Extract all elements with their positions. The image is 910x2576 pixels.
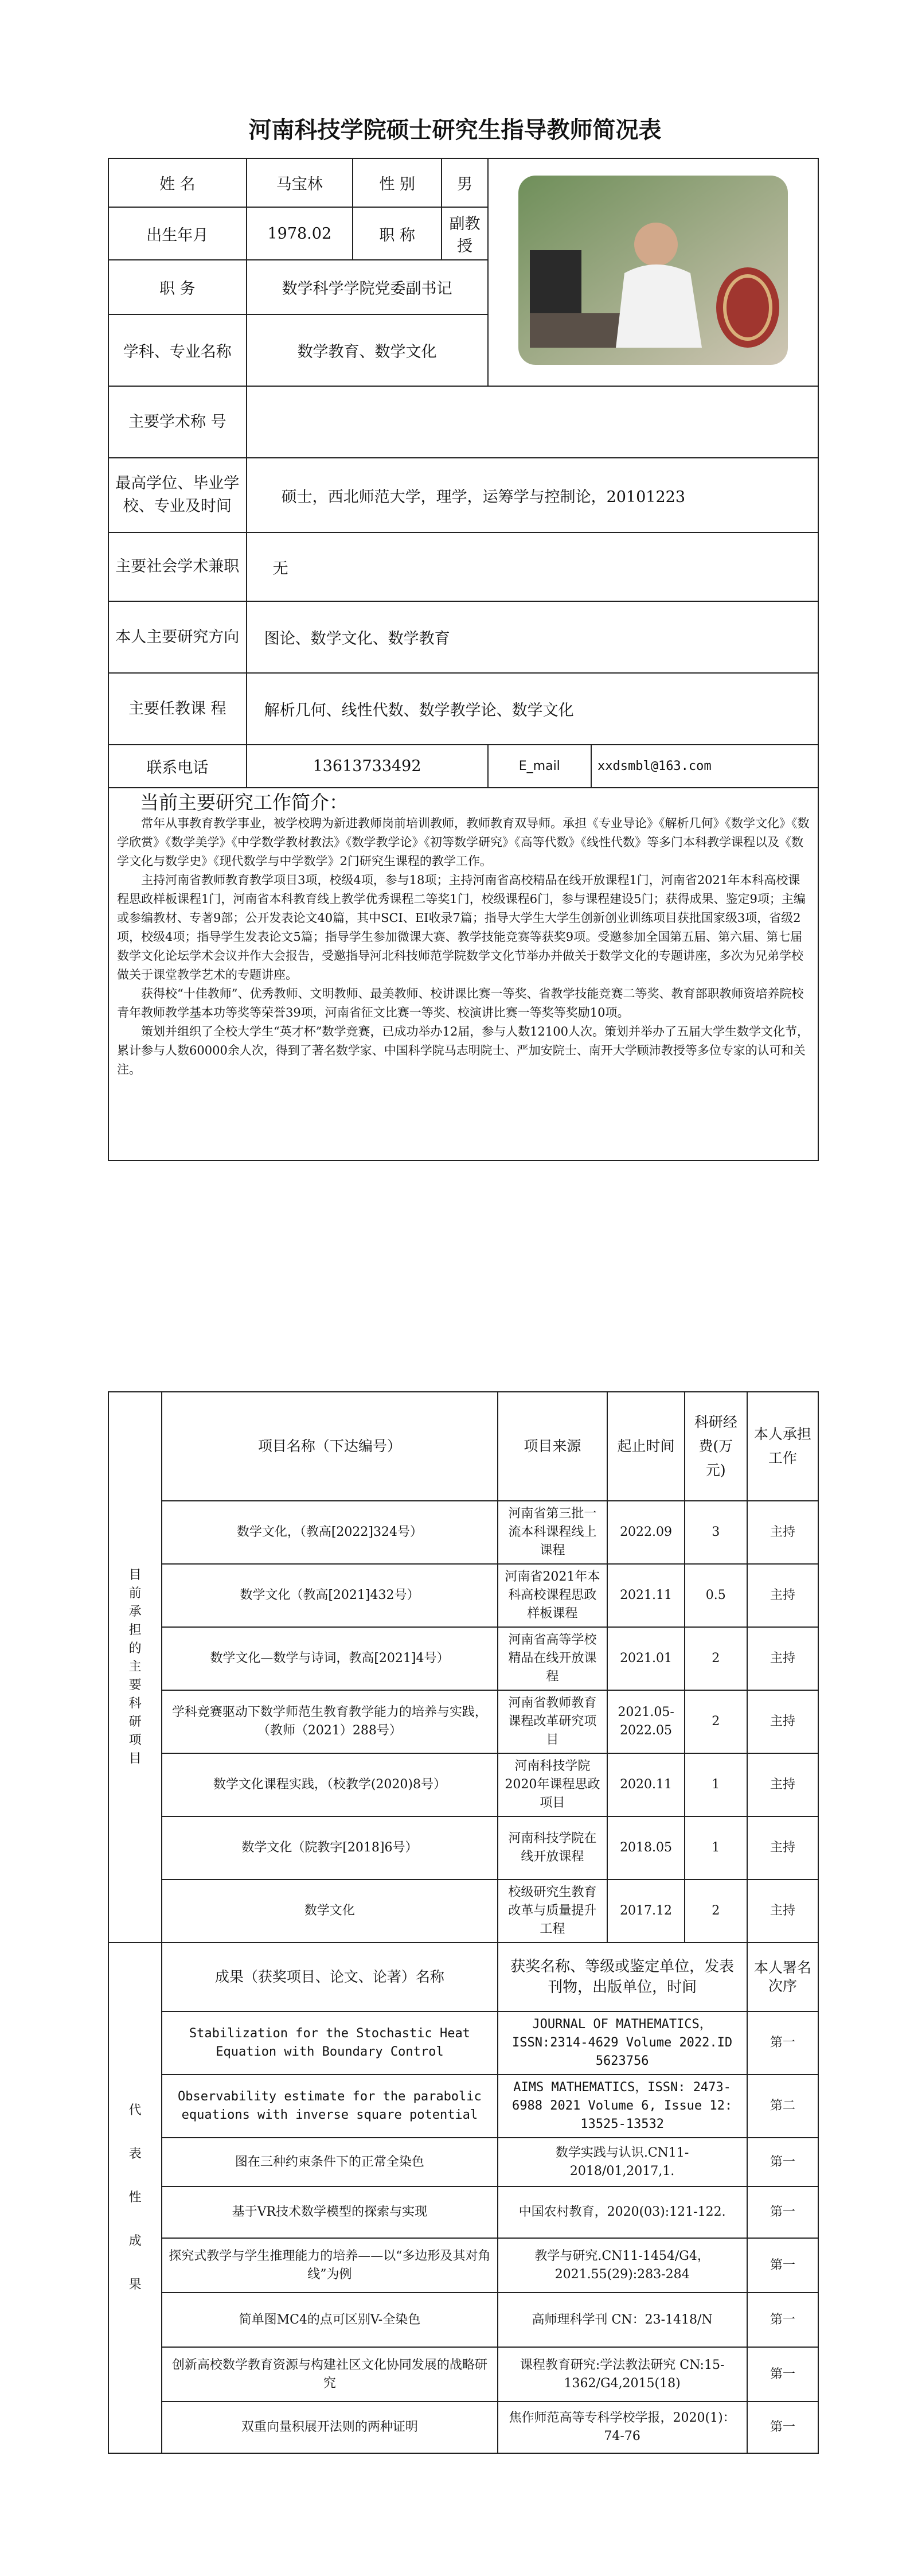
achievements-header-name: 成果（获奖项目、论文、论著）名称 — [162, 1943, 497, 2011]
degree-value: 硕士，西北师范大学，理学，运筹学与控制论，20101223 — [247, 458, 818, 532]
name-value: 马宝林 — [247, 158, 353, 207]
phone-label: 联系电话 — [108, 745, 247, 788]
projects-header-source: 项目来源 — [498, 1392, 608, 1501]
gender-value: 男 — [442, 158, 487, 207]
portrait-photo — [518, 176, 788, 365]
table-row: 图在三种约束条件下的正常全染色 数学实践与认识.CN11-2018/01,2017,1. 第一 — [108, 2138, 818, 2186]
projects-header-name: 项目名称（下达编号） — [162, 1392, 497, 1501]
intro-paragraph-3: 获得校“十佳教师”、优秀教师、文明教师、最美教师、校讲课比赛一等奖、省教学技能竞赛二等奖、教育部职教师资培养院校青年教师教学基本功等奖等荣誉39项，河南省征文比赛一等奖、校演讲比赛一等奖等奖励10项。 — [117, 987, 804, 1019]
profile-table — [108, 158, 819, 1161]
discipline-value: 数学教育、数学文化 — [247, 314, 488, 386]
projects-header-time: 起止时间 — [607, 1392, 685, 1501]
table-row: 数学文化，（教高[2022]324号） 河南省第三批一流本科课程线上课程 2022.09 3 主持 — [108, 1501, 818, 1564]
social-label: 主要社会学术兼职 — [108, 532, 247, 601]
projects-header-funding: 科研经费(万元) — [685, 1392, 747, 1501]
courses-label: 主要任教课 程 — [108, 673, 247, 745]
achievements-header-rank: 本人署名次序 — [747, 1943, 818, 2011]
title-value: 副教授 — [442, 207, 487, 260]
projects-achievements-table — [108, 1391, 819, 2454]
name-label: 姓 名 — [108, 158, 247, 207]
table-row: 数学文化（教高[2021]432号） 河南省2021年本科高校课程思政样板课程 2021.11 0.5 主持 — [108, 1564, 818, 1627]
intro-paragraph-4: 策划并组织了全校大学生“英才杯”数学竞赛，已成功举办12届，参与人数12100人次。策划并举办了五届大学生数学文化节，累计参与人数60000余人次，得到了著名数学家、中国科学院马志明院士、严加安院士、南开大学顾沛教授等多位专家的认可和关注。 — [117, 1025, 809, 1076]
research-intro — [108, 788, 818, 1161]
academic-title-value — [247, 386, 818, 458]
table-row: 基于VR技术数学模型的探索与实现 中国农村教育，2020(03):121-122. 第一 — [108, 2186, 818, 2238]
birth-value: 1978.02 — [247, 207, 353, 260]
table-row: 双重向量积展开法则的两种证明 焦作师范高等专科学校学报，2020(1)：74-76 第一 — [108, 2402, 818, 2453]
position-value: 数学科学学院党委副书记 — [247, 260, 488, 314]
degree-label: 最高学位、毕业学校、专业及时间 — [108, 458, 247, 532]
table-row: 数学文化（院教字[2018]6号） 河南科技学院在线开放课程 2018.05 1 主持 — [108, 1816, 818, 1880]
table-row: 数学文化 校级研究生教育改革与质量提升工程 2017.12 2 主持 — [108, 1880, 818, 1943]
photo-cell — [488, 158, 818, 386]
courses-value: 解析几何、线性代数、数学教学论、数学文化 — [247, 673, 818, 745]
achievements-side-label: 代 表 性 成 果 — [108, 1943, 162, 2453]
table-row: 数学文化—数学与诗词，教高[2021]4号） 河南省高等学校精品在线开放课程 2021.01 2 主持 — [108, 1627, 818, 1690]
email-label: E_mail — [488, 745, 591, 788]
intro-paragraph-1: 常年从事教育教学事业，被学校聘为新进教师岗前培训教师，教师教育双导师。承担《专业导论》《解析几何》《数学文化》《数学欣赏》《数学美学》《中学数学教材教法》《数学教学论》《初等数学研究》《高等代数》《线性代数》等多门本科教学课程以及《数学文化与数学史》《现代数学与中学数学》2门研究生课程的教学工作。 — [117, 816, 810, 868]
intro-heading: 当前主要研究工作简介： — [140, 791, 348, 814]
research-label: 本人主要研究方向 — [108, 601, 247, 673]
email-value: xxdsmbl@163.com — [591, 745, 818, 788]
gender-label: 性 别 — [353, 158, 442, 207]
table-row: Observability estimate for the parabolic equations with inverse square potential AIMS MATHEMATICS，ISSN: 2473-6988 2021 Volume 6, Issue 12: 13525-13532 第二 — [108, 2075, 818, 2138]
social-value: 无 — [247, 532, 818, 601]
title-label: 职 称 — [353, 207, 442, 260]
position-label: 职 务 — [108, 260, 247, 314]
projects-header-role: 本人承担工作 — [747, 1392, 818, 1501]
document-title: 河南科技学院硕士研究生指导教师简况表 — [248, 117, 662, 143]
projects-side-label: 目 前 承 担 的 主 要 科 研 项 目 — [108, 1392, 162, 1943]
table-row: 数学文化课程实践，（校教学(2020)8号） 河南科技学院2020年课程思政项目 2020.11 1 主持 — [108, 1753, 818, 1816]
birth-label: 出生年月 — [108, 207, 247, 260]
table-row: 学科竞赛驱动下数学师范生教育教学能力的培养与实践，（教师（2021）288号） 河南省教师教育课程改革研究项目 2021.05-2022.05 2 主持 — [108, 1690, 818, 1753]
research-value: 图论、数学文化、数学教育 — [247, 601, 818, 673]
table-row: Stabilization for the Stochastic Heat Equation with Boundary Control JOURNAL OF MATHEMATICS，ISSN:2314-4629 Volume 2022.ID 5623756 第一 — [108, 2011, 818, 2075]
table-row: 创新高校数学教育资源与构建社区文化协同发展的战略研究 课程教育研究:学法教法研究 CN:15-1362/G4,2015(18) 第一 — [108, 2347, 818, 2402]
achievements-header-source: 获奖名称、等级或鉴定单位，发表刊物，出版单位，时间 — [498, 1943, 747, 2011]
intro-paragraph-2: 主持河南省教师教育教学项目3项，校级4项，参与18项；主持河南省高校精品在线开放课程1门，河南省2021年本科高校课程思政样板课程1门，河南省本科教育线上教学优秀课程二等奖1门，校级课程6门，参与课程建设5门；获得成果、鉴定9项；主编或参编教材、专著9部；公开发表论文40篇，其中SCI、EI收录7篇；指导大学生大学生创新创业训练项目获批国家级3项，省级2项，校级4项；指导学生发表论文5篇；指导学生参加微课大赛、教学技能竞赛等获奖9项。受邀参加全国第五届、第六届、第七届数学文化论坛学术会议并作大会报告，受邀指导河北科技师范学院数学文化节举办并做关于数学文化的专题讲座，多次为兄弟学校做关于课堂教学艺术的专题讲座。 — [117, 873, 806, 982]
discipline-label: 学科、专业名称 — [108, 314, 247, 386]
table-row: 探究式教学与学生推理能力的培养——以“多边形及其对角线”为例 教学与研究.CN11-1454/G4，2021.55(29):283-284 第一 — [108, 2238, 818, 2293]
phone-value: 13613733492 — [247, 745, 488, 788]
academic-title-label: 主要学术称 号 — [108, 386, 247, 458]
table-row: 简单图MC4的点可区别V-全染色 高师理科学刊 CN：23-1418/N 第一 — [108, 2293, 818, 2347]
